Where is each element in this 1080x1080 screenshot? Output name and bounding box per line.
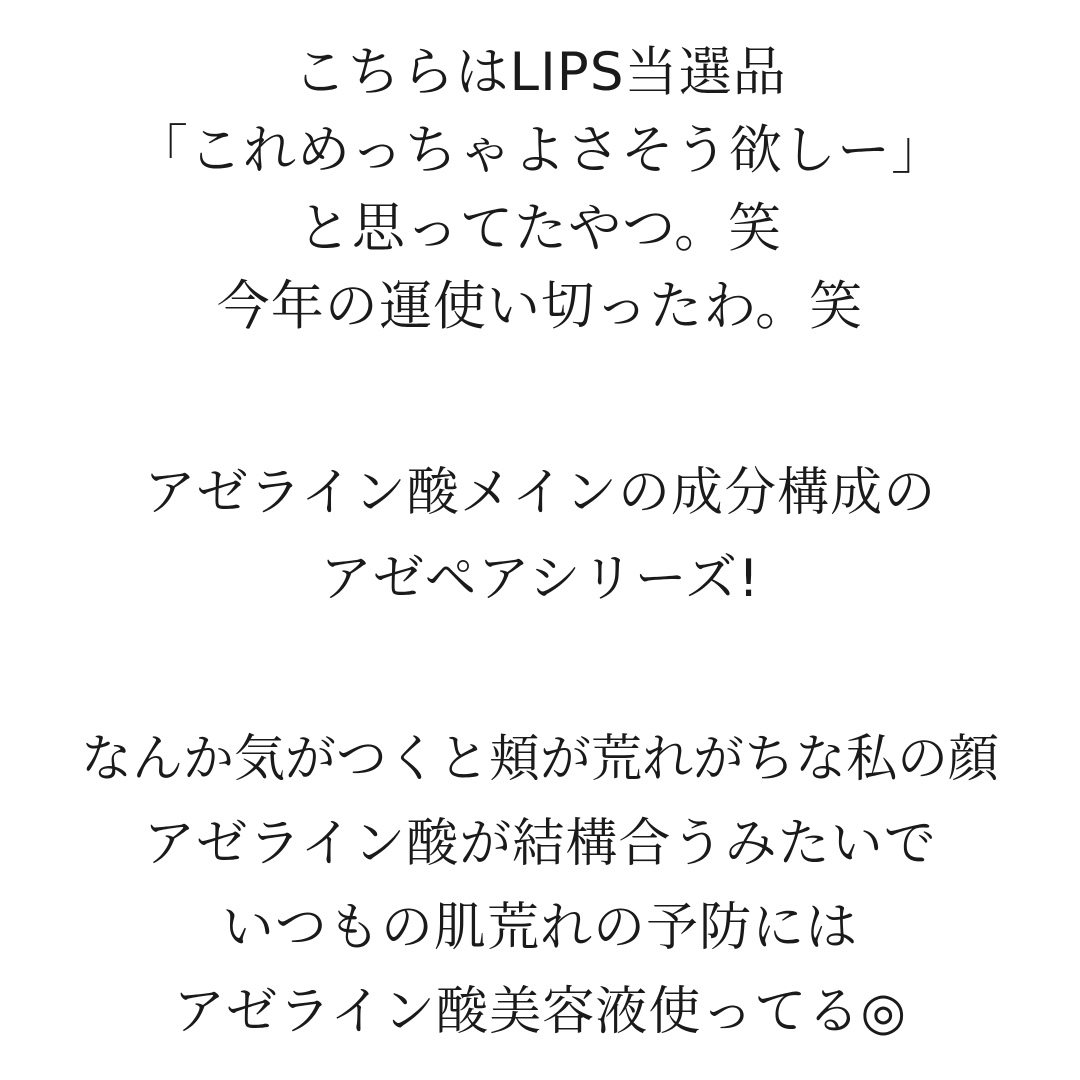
text-block-intro [20, 34, 1060, 346]
text-line: なんか気がつくと頬が荒れがちな私の顔 [80, 730, 999, 789]
text-line: こちらはLIPS当選品 [293, 42, 787, 103]
text-block-series [20, 450, 1060, 622]
text-line: アゼライン酸美容液使ってる◎ [173, 982, 907, 1042]
text-line: 今年の運使い切ったわ。笑 [216, 276, 864, 337]
text-line: 「これめっちゃよさそう欲しー」 [134, 120, 946, 181]
text-line: いつもの肌荒れの予防には [221, 898, 859, 958]
text-line: アゼライン酸メインの成分構成の [143, 463, 937, 523]
text-line: アゼライン酸が結構合うみたいで [143, 814, 937, 874]
text-block-body [20, 718, 1060, 1054]
text-line: と思ってたやつ。笑 [297, 198, 783, 259]
text-line: アゼペアシリーズ! [320, 549, 760, 609]
